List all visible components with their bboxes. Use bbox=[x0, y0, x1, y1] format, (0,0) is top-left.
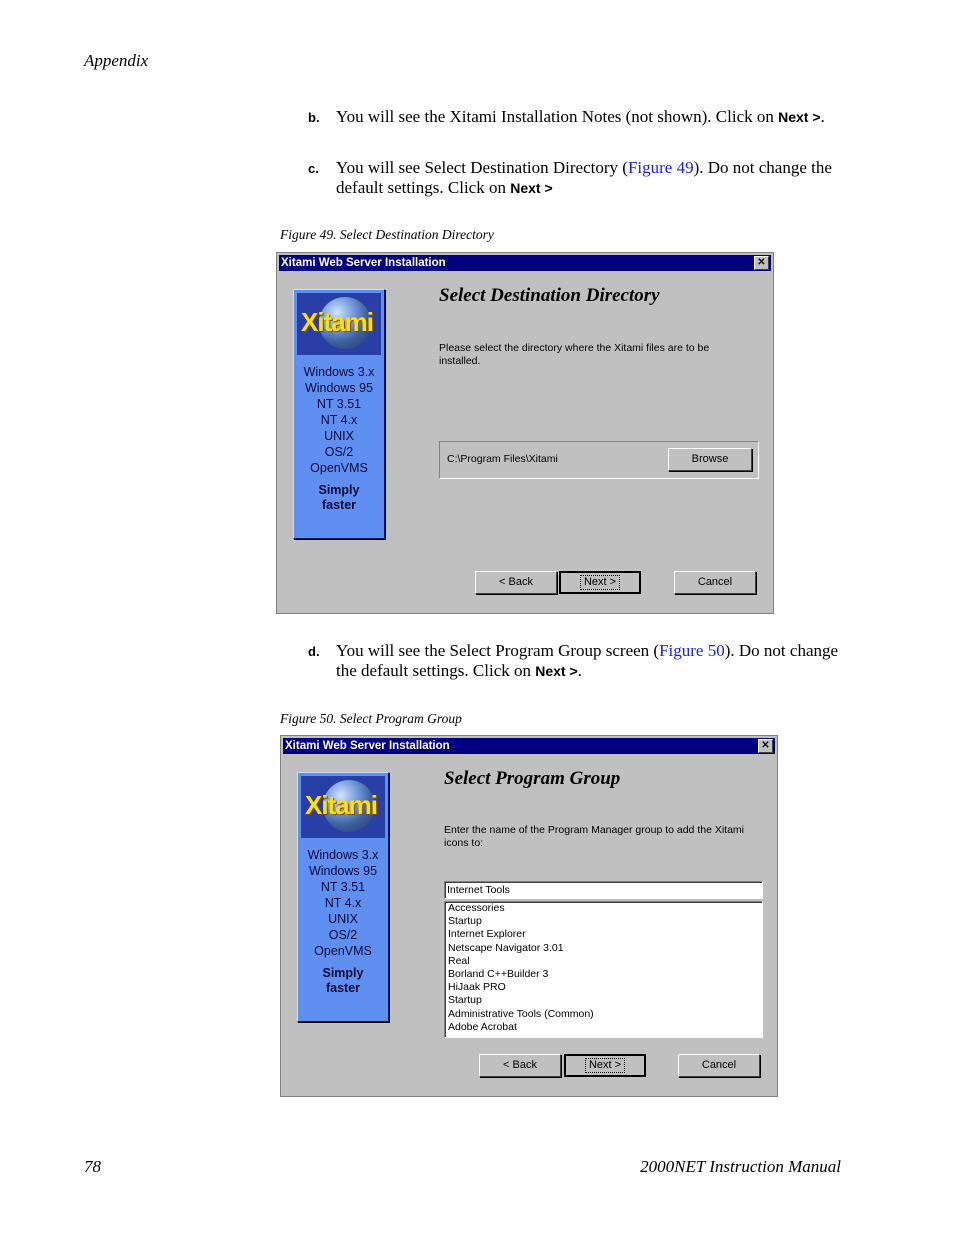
dialog-description: Enter the name of the Program Manager group to add the Xitami icons to: bbox=[444, 824, 745, 849]
xitami-logo bbox=[301, 776, 385, 838]
list-item[interactable]: Internet Explorer bbox=[448, 928, 526, 941]
logo-text: Xitami bbox=[305, 790, 378, 820]
back-button[interactable]: < Back bbox=[475, 571, 557, 594]
figure-50-caption: Figure 50. Select Program Group bbox=[280, 711, 462, 726]
list-item[interactable]: HiJaak PRO bbox=[448, 981, 506, 994]
dialog-description: Please select the directory where the Xitami files are to be installed. bbox=[439, 342, 710, 367]
keyword-next: Next > bbox=[535, 663, 578, 679]
step-text: You will see the Select Program Group screen (Figure 50). Do not change the default settings. Click on Next >. bbox=[336, 641, 839, 680]
back-button[interactable]: < Back bbox=[479, 1054, 561, 1077]
platform-item: OS/2 bbox=[324, 445, 354, 459]
platform-item: Windows 3.x bbox=[307, 848, 379, 862]
destination-path: C:\Program Files\Xitami bbox=[447, 453, 558, 465]
step-text: You will see Select Destination Directory (Figure 49). Do not change the default settings. Click on Next > bbox=[336, 158, 832, 197]
slogan: Simply faster bbox=[322, 966, 364, 995]
figure-49-link[interactable]: Figure 49 bbox=[627, 158, 694, 177]
xitami-logo bbox=[297, 293, 381, 355]
platform-list bbox=[294, 364, 384, 476]
xitami-banner bbox=[293, 289, 385, 539]
logo-text: Xitami bbox=[301, 307, 374, 337]
step-label: d. bbox=[308, 644, 320, 659]
figure-50-link[interactable]: Figure 50 bbox=[659, 641, 725, 660]
close-icon[interactable]: ✕ bbox=[754, 256, 769, 270]
program-group-input[interactable]: Internet Tools bbox=[444, 881, 763, 899]
close-icon[interactable]: ✕ bbox=[758, 739, 773, 753]
figure-49-caption: Figure 49. Select Destination Directory bbox=[280, 227, 494, 242]
platform-item: Windows 3.x bbox=[303, 365, 375, 379]
platform-list bbox=[298, 847, 388, 959]
platform-item: UNIX bbox=[328, 912, 358, 926]
dialog-title: Xitami Web Server Installation bbox=[285, 740, 450, 752]
platform-item: NT 3.51 bbox=[320, 880, 366, 894]
destination-folder-group bbox=[439, 441, 759, 479]
list-item[interactable]: Adobe Acrobat bbox=[448, 1020, 517, 1033]
program-group-list[interactable] bbox=[444, 901, 763, 1038]
platform-item: NT 3.51 bbox=[316, 397, 362, 411]
step-label: c. bbox=[308, 161, 319, 176]
platform-item: NT 4.x bbox=[324, 896, 362, 910]
keyword-next: Next > bbox=[778, 109, 821, 125]
step-label: b. bbox=[308, 110, 320, 125]
next-button[interactable]: Next > bbox=[564, 1054, 646, 1077]
next-button[interactable]: Next > bbox=[559, 571, 641, 594]
list-item[interactable]: Startup bbox=[448, 915, 482, 928]
cancel-button[interactable]: Cancel bbox=[678, 1054, 760, 1077]
list-item[interactable]: Administrative Tools (Common) bbox=[448, 1007, 594, 1020]
platform-item: OpenVMS bbox=[310, 461, 368, 475]
step-b bbox=[308, 107, 848, 127]
page-header: Appendix bbox=[84, 51, 149, 70]
list-item[interactable]: Startup bbox=[448, 994, 482, 1007]
xitami-banner bbox=[297, 772, 389, 1022]
platform-item: Windows 95 bbox=[304, 381, 374, 395]
keyword-next: Next > bbox=[510, 180, 553, 196]
list-item[interactable]: Netscape Navigator 3.01 bbox=[448, 941, 564, 954]
platform-item: OS/2 bbox=[328, 928, 358, 942]
list-item[interactable]: Real bbox=[448, 954, 470, 967]
platform-item: Windows 95 bbox=[308, 864, 378, 878]
step-text: You will see the Xitami Installation Notes (not shown). Click on Next >. bbox=[336, 107, 825, 126]
dialog-heading: Select Program Group bbox=[444, 768, 621, 789]
list-item[interactable]: Borland C++Builder 3 bbox=[448, 967, 549, 980]
slogan: Simply faster bbox=[318, 483, 360, 512]
select-destination-dialog bbox=[276, 252, 774, 614]
dialog-titlebar bbox=[283, 738, 775, 754]
step-c bbox=[308, 158, 848, 198]
browse-button[interactable]: Browse bbox=[668, 448, 752, 471]
platform-item: UNIX bbox=[324, 429, 354, 443]
select-program-group-dialog bbox=[280, 735, 778, 1097]
platform-item: OpenVMS bbox=[314, 944, 372, 958]
platform-item: NT 4.x bbox=[320, 413, 358, 427]
dialog-titlebar bbox=[279, 255, 771, 271]
manual-title: 2000NET Instruction Manual bbox=[640, 1157, 841, 1176]
list-item[interactable]: Accessories bbox=[448, 902, 505, 914]
page-number: 78 bbox=[84, 1157, 101, 1176]
dialog-heading: Select Destination Directory bbox=[439, 285, 660, 306]
step-d bbox=[308, 641, 848, 681]
cancel-button[interactable]: Cancel bbox=[674, 571, 756, 594]
dialog-title: Xitami Web Server Installation bbox=[281, 257, 446, 269]
